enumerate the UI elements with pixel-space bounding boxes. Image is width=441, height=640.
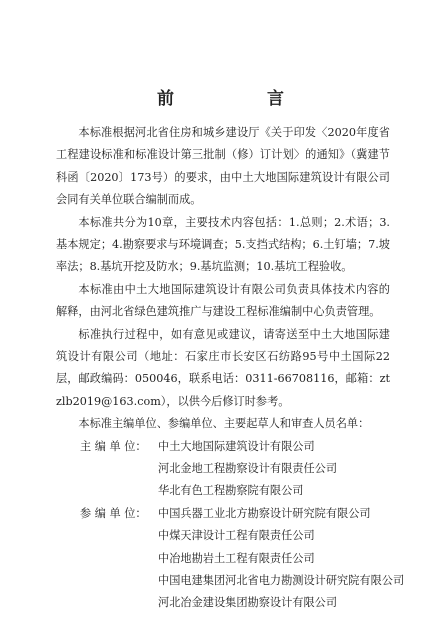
chief-units-block [56, 436, 390, 503]
unit-name: 河北金地工程勘察设计有限责任公司 [158, 462, 338, 476]
paragraph-contents: 本标准共分为10章，主要技术内容包括：1.总则；2.术语；3.基本规定；4.勘察要求与环境调查；5.支挡式结构；6.土钉墙；7.坡率法；8.基坑开挖及防水；9.基坑监测；10.基坑工程验收。 [56, 215, 390, 274]
paragraph-responsibility: 本标准由中土大地国际建筑设计有限公司负责具体技术内容的解释，由河北省绿色建筑推广与建设工程标准编制中心负责管理。 [56, 282, 390, 319]
unit-name: 中土大地国际建筑设计有限公司 [158, 439, 315, 453]
paragraph-feedback: 标准执行过程中，如有意见或建议，请寄送至中土大地国际建筑设计有限公司（地址：石家庄市长安区石纺路95号中土国际22层，邮政编码：050046，联系电话：0311-66708116，邮箱：ztzlb2019@163.com），以供今后修订时参考。 [56, 327, 390, 408]
unit-name: 中国兵器工业北方勘察设计研究院有限公司 [158, 506, 371, 520]
chief-units-label: 主 编 单 位： [80, 439, 147, 453]
chief-units-row [56, 436, 390, 503]
participating-units-list [158, 503, 404, 615]
unit-name: 中国电建集团河北省电力勘测设计研究院有限公司 [158, 574, 405, 588]
paragraph-basis: 本标准根据河北省住房和城乡建设厅《关于印发〈2020年度省工程建设标准和标准设计第三批制（修）订计划〉的通知》（冀建节科函〔2020〕173号）的要求，由中土大地国际建筑设计有限公司会同有关单位联合编制而成。 [56, 126, 390, 207]
page-title: 前 言 [157, 89, 322, 109]
preface-body [56, 122, 405, 615]
unit-name: 中煤天津设计工程有限责任公司 [158, 529, 315, 543]
paragraph-units-intro: 本标准主编单位、参编单位、主要起草人和审查人员名单： [78, 417, 370, 431]
unit-name: 华北有色工程勘察院有限公司 [158, 484, 304, 498]
participating-units-label: 参 编 单 位： [80, 506, 147, 520]
participating-units-row [56, 503, 405, 615]
chief-units-list [158, 436, 390, 503]
unit-name: 河北冶金建设集团勘察设计有限公司 [158, 596, 338, 610]
participating-units-block [56, 503, 405, 615]
unit-name: 中冶地勘岩土工程有限责任公司 [158, 551, 315, 565]
